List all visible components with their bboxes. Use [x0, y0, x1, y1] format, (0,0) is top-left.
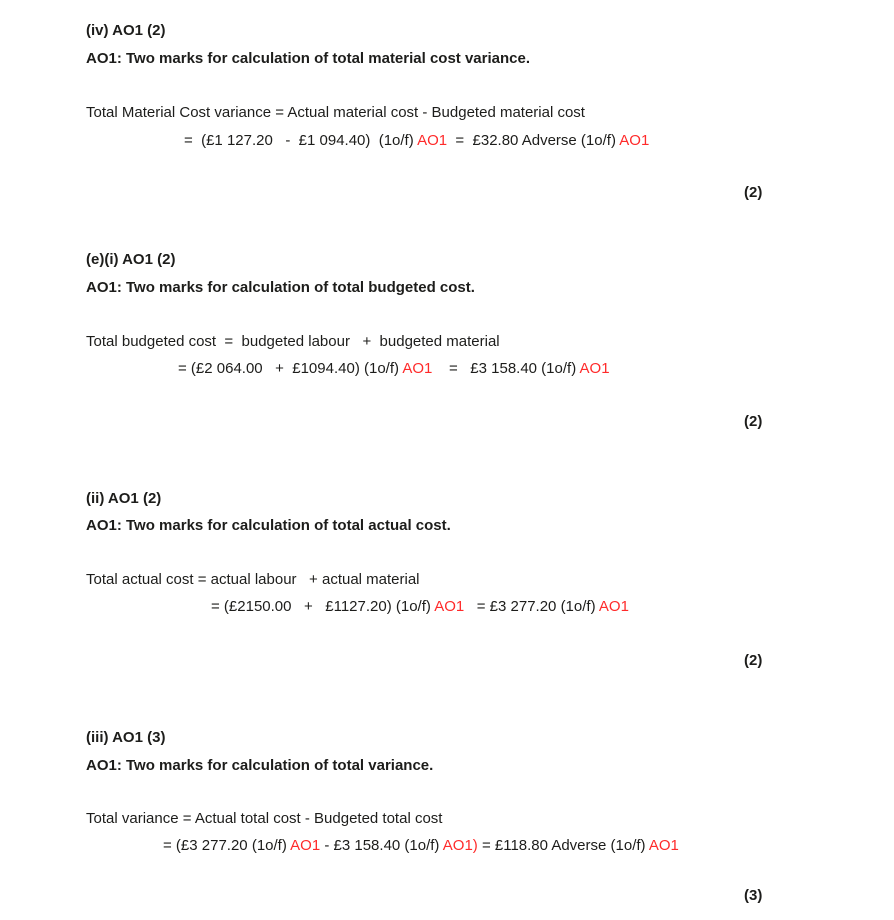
formula-text: = £118.80 Adverse (1o/f)	[477, 837, 649, 854]
ao1-annotation: AO1	[619, 132, 650, 149]
marking-guidance: AO1: Two marks for calculation of total material cost variance.	[86, 50, 531, 67]
formula-text: = £32.80 Adverse (1o/f)	[447, 132, 620, 149]
ao1-annotation: AO1	[579, 360, 610, 377]
formula-text: = £3 158.40 (1o/f)	[432, 360, 580, 377]
ao1-annotation: AO1	[598, 598, 629, 615]
marks-badge: (2)	[744, 413, 763, 430]
formula-line-1: Total budgeted cost = budgeted labour + budgeted material	[86, 333, 500, 350]
formula-text: = (£2 064.00 + £1094.40) (1o/f)	[178, 360, 403, 377]
formula-text: = (£1 127.20 - £1 094.40) (1o/f)	[184, 132, 418, 149]
formula-text: - £3 158.40 (1o/f)	[320, 837, 443, 854]
ao1-annotation: AO1	[417, 132, 448, 149]
formula-text: = £3 277.20 (1o/f)	[464, 598, 599, 615]
formula-line-2	[184, 131, 649, 151]
formula-line-1: Total variance = Actual total cost - Budgeted total cost	[86, 810, 443, 827]
formula-line-2	[163, 836, 679, 856]
formula-text: = (£2150.00 + £1127.20) (1o/f)	[211, 598, 435, 615]
marks-badge: (2)	[744, 184, 763, 201]
marking-guidance: AO1: Two marks for calculation of total budgeted cost.	[86, 279, 475, 296]
section-heading: (iv) AO1 (2)	[86, 22, 166, 39]
marking-guidance: AO1: Two marks for calculation of total variance.	[86, 757, 434, 774]
formula-line-2	[178, 359, 610, 379]
formula-line-2	[211, 597, 629, 617]
ao1-annotation: AO1	[402, 360, 433, 377]
ao1-annotation: AO1)	[442, 837, 478, 854]
formula-text: = (£3 277.20 (1o/f)	[163, 837, 291, 854]
marks-badge: (2)	[744, 652, 763, 669]
formula-line-1: Total actual cost = actual labour + actual material	[86, 571, 420, 588]
marks-badge: (3)	[744, 887, 763, 904]
ao1-annotation: AO1	[434, 598, 465, 615]
section-heading: (e)(i) AO1 (2)	[86, 251, 176, 268]
formula-line-1: Total Material Cost variance = Actual material cost - Budgeted material cost	[86, 104, 585, 121]
section-heading: (iii) AO1 (3)	[86, 729, 166, 746]
marking-guidance: AO1: Two marks for calculation of total actual cost.	[86, 517, 451, 534]
section-heading: (ii) AO1 (2)	[86, 490, 162, 507]
ao1-annotation: AO1	[290, 837, 321, 854]
ao1-annotation: AO1	[648, 837, 679, 854]
